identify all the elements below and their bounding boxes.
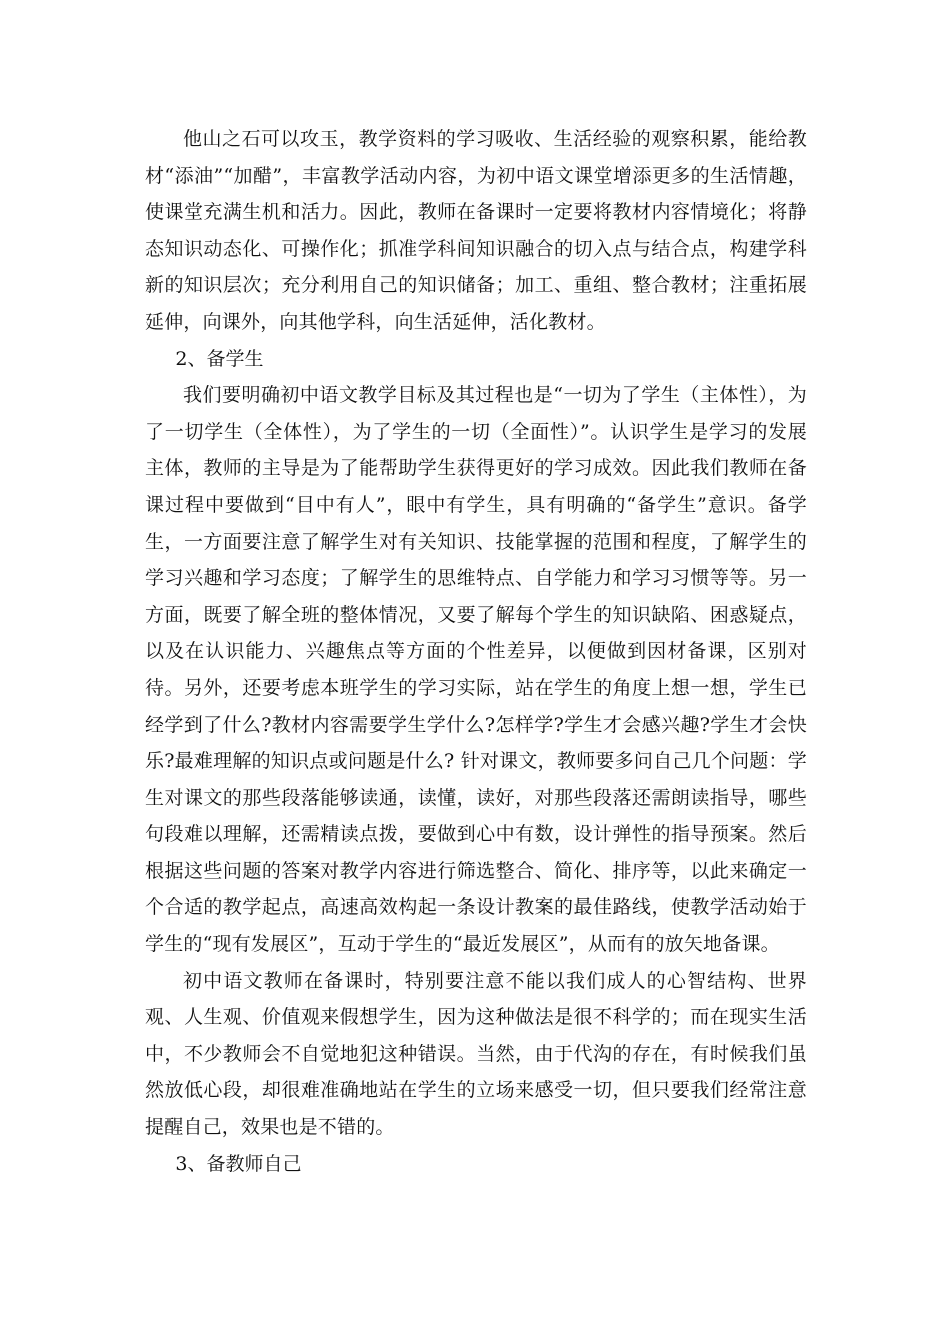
document-page	[145, 121, 807, 1182]
paragraph-adult-perspective: 初中语文教师在备课时，特别要注意不能以我们成人的心智结构、世界观、人生观、价值观来假想学生，因为这种做法是很不科学的；而在现实生活中，不少教师会不自觉地犯这种错误。当然，由于代沟的存在，有时候我们虽然放低心段，却很难准确地站在学生的立场来感受一切，但只要我们经常注意提醒自己，效果也是不错的。	[145, 969, 807, 1139]
section-heading-prepare-students: 2、备学生	[175, 347, 264, 370]
paragraph-know-students: 我们要明确初中语文教学目标及其过程也是“一切为了学生（主体性），为了一切学生（全体性），为了学生的一切（全面性）”。认识学生是学习的发展主体，教师的主导是为了能帮助学生获得更好的学习成效。因此我们教师在备课过程中要做到“目中有人”，眼中有学生，具有明确的“备学生”意识。备学生，一方面要注意了解学生对有关知识、技能掌握的范围和程度，了解学生的学习兴趣和学习态度；了解学生的思维特点、自学能力和学习习惯等等。另一方面，既要了解全班的整体情况，又要了解每个学生的知识缺陷、困惑疑点，以及在认识能力、兴趣焦点等方面的个性差异，以便做到因材备课，区别对待。另外，还要考虑本班学生的学习实际，站在学生的角度上想一想，学生已经学到了什么?教材内容需要学生学什么?怎样学?学生才会感兴趣?学生才会快乐?最难理解的知识点或问题是什么? 针对课文，教师要多问自己几个问题：学生对课文的那些段落能够读通，读懂，读好，对那些段落还需朗读指导，哪些句段难以理解，还需精读点拨，要做到心中有数，设计弹性的指导预案。然后根据这些问题的答案对教学内容进行筛选整合、简化、排序等，以此来确定一个合适的教学起点，高速高效构起一条设计教案的最佳路线，使教学活动始于学生的“现有发展区”，互动于学生的“最近发展区”，从而有的放矢地备课。	[145, 384, 807, 956]
paragraph-reference-materials: 他山之石可以攻玉，教学资料的学习吸收、生活经验的观察积累，能给教材“添油”“加醋”，丰富教学活动内容，为初中语文课堂增添更多的生活情趣，使课堂充满生机和活力。因此，教师在备课时一定要将教材内容情境化；将静态知识动态化、可操作化；抓准学科间知识融合的切入点与结合点，构建学科新的知识层次；充分利用自己的知识储备；加工、重组、整合教材；注重拓展延伸，向课外，向其他学科，向生活延伸，活化教材。	[145, 128, 807, 333]
section-heading-prepare-teacher: 3、备教师自己	[175, 1152, 302, 1175]
